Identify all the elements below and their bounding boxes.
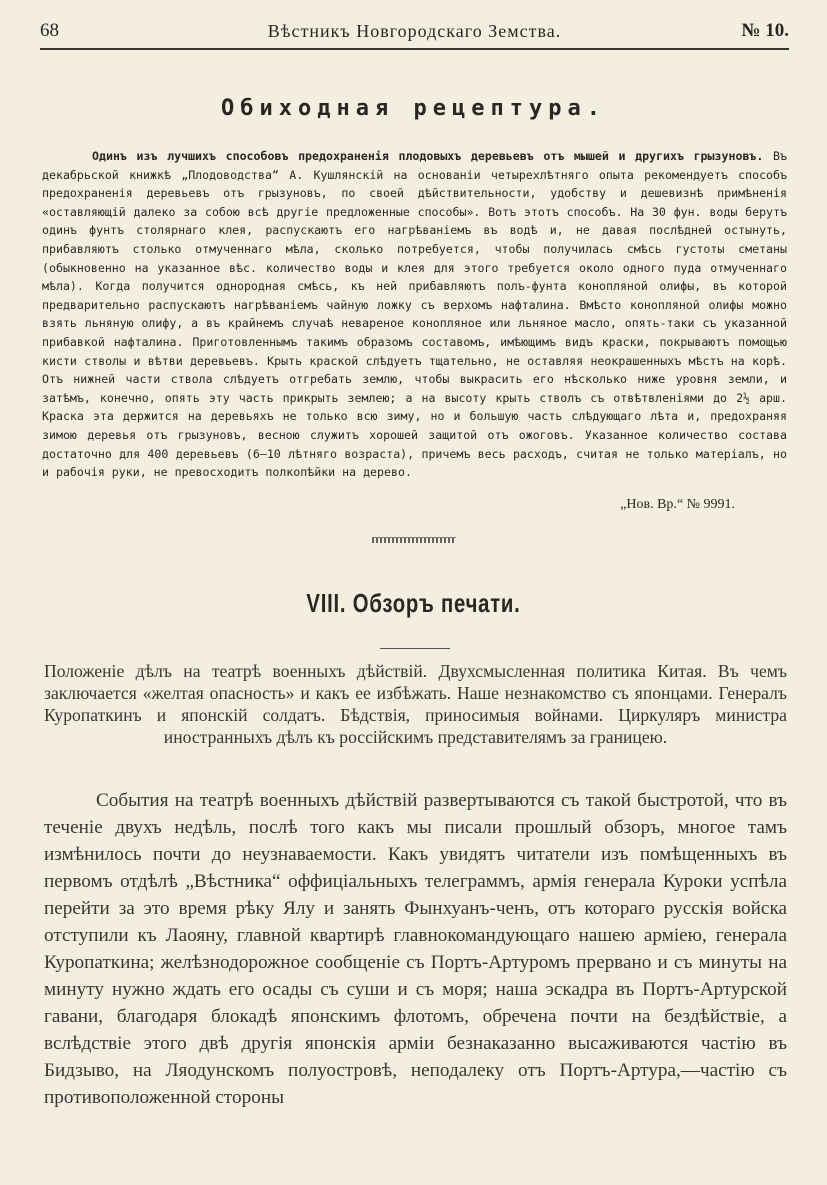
journal-title: Вѣстникъ Новгородскаго Земства. bbox=[267, 21, 562, 41]
section-summary: Положеніе дѣлъ на театрѣ военныхъ дѣйствій. Двухсмысленная политика Китая. Въ чемъ заключается «желтая опасность» и какъ ее избѣжать. Наше незнакомство съ японцами. Генералъ Куропаткинъ и японскій солдатъ. Бѣдствія, приносимыя войнами. Циркуляръ министра иностранныхъ дѣлъ къ россійскимъ представителямъ за границею. bbox=[44, 661, 787, 747]
section-title-recipes: Обиходная рецептура. bbox=[221, 96, 606, 121]
page-number: 68 bbox=[40, 20, 59, 41]
running-header bbox=[40, 18, 789, 50]
title-rule bbox=[380, 648, 450, 649]
recipe-text: Въ декабрьской книжкѣ „Плодоводства“ А. Кушлянскій на основаніи четырехлѣтняго опыта рекомендуетъ способъ предохраненія деревьевъ отъ грызуновъ, по своей дѣйствительности, удобству и дешевизнѣ примѣненія «оставляющій далеко за собою всѣ другіе предложенные способы». Вотъ этотъ способъ. На 30 фун. воды берутъ одинъ фунтъ столярнаго клея, распускаютъ его нагрѣваніемъ въ водѣ и, не давая послѣдней остынуть, прибавляютъ столько отмученнаго мѣла, сколько потребуется, чтобы получилась смѣсь густоты сметаны (обыкновенно на указанное вѣс. количество воды и клея для этого требуется около одного пуда отмученнаго мѣла). Когда получится однородная смѣсь, къ ней прибавляютъ полъ-фунта конопляной олифы, въ которой предварительно распускаютъ нагрѣваніемъ чайную ложку съ верхомъ нафталина. Вмѣсто конопляной олифы можно взять льняную олифу, а въ крайнемъ случаѣ невареное конопляное или льняное масло, опять-таки съ указанной прибавкой нафталина. Приготовленнымъ такимъ образомъ составомъ, имѣющимъ видъ краски, покрываютъ помощью кисти стволы и вѣтви деревьевъ. Крыть краской слѣдуетъ тщательно, не оставляя неокрашенныхъ мѣстъ на корѣ. Отъ нижней части ствола слѣдуетъ отгребать землю, чтобы выкрасить его нѣсколько ниже уровня земли, и затѣмъ, конечно, опять эту часть прикрыть землею; а на высоту крыть стволъ съ отвѣтвленіями до 2½ арш. Краска эта держится на деревьяхъ не только всю зиму, но и большую часть слѣдующаго лѣта и, предохраняя зимою деревья отъ грызуновъ, весною служитъ хорошей защитой отъ ожоговъ. Указанное количество состава достаточно для 400 деревьевъ (6—10 лѣтняго возраста), причемъ весь расходъ, считая не только матеріалъ, но и рабочія руки, не превосходитъ полкопѣйки на дерево. bbox=[42, 149, 787, 480]
section-divider bbox=[372, 537, 456, 543]
source-citation: „Нов. Вр.“ № 9991. bbox=[620, 497, 735, 512]
recipe-paragraph bbox=[42, 147, 787, 482]
body-paragraph: События на театрѣ военныхъ дѣйствій развертываются съ такой быстротой, что въ теченіе двухъ недѣль, послѣ того какъ мы писали прошлый обзоръ, многое тамъ измѣнилось почти до неузнаваемости. Какъ увидятъ читатели изъ помѣщенныхъ въ первомъ отдѣлѣ „Вѣстника“ оффиціальныхъ телеграммъ, армія генерала Куроки успѣла перейти за это время рѣку Ялу и занять Фынхуанъ-ченъ, отъ котораго русскія войска отступили къ Лаояну, главной квартирѣ главнокомандующаго нашею арміею, генерала Куропаткина; желѣзнодорожное сообщеніе съ Портъ-Артуромъ прервано и съ минуты на минуту нужно ждать его осады съ суши и съ моря; наша эскадра въ Портъ-Артурской гавани, благодаря блокадѣ японскимъ флотомъ, обречена почти на бездѣйствіе, а вслѣдствіе этого двѣ другія японскія арміи безнаказанно высаживаются частію въ Бидзыво, на Ляодунскомъ полуостровѣ, неподалеку отъ Портъ-Артура,—частію съ противоположенной стороны bbox=[44, 790, 787, 1108]
recipe-lead-in: Одинъ изъ лучшихъ способовъ предохраненія плодовыхъ деревьевъ отъ мышей и другихъ грызуновъ. bbox=[92, 149, 764, 163]
section-title-press-review: VIII. Обзоръ печати. bbox=[306, 588, 521, 618]
issue-number: № 10. bbox=[741, 20, 789, 41]
